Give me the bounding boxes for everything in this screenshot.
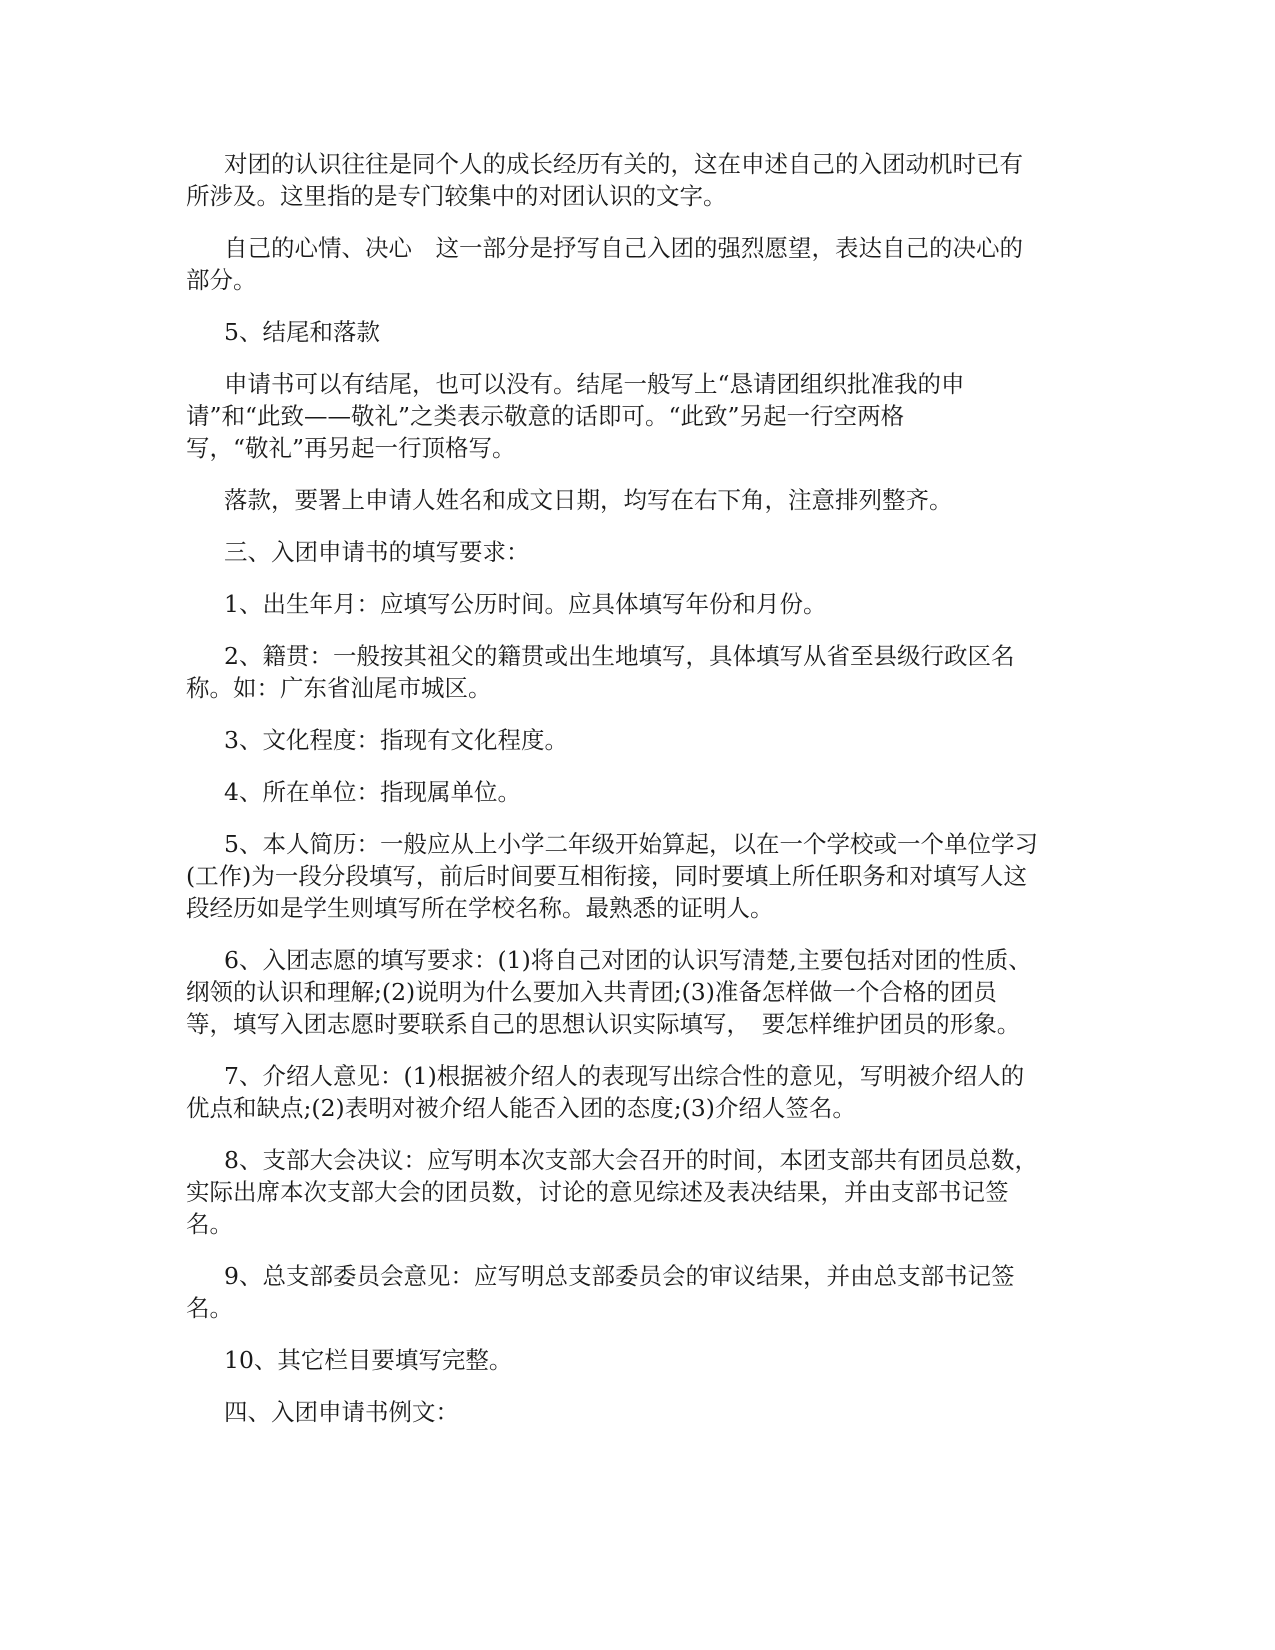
text-line: 10、其它栏目要填写完整。 [224, 1346, 513, 1374]
text-line: 申请书可以有结尾，也可以没有。结尾一般写上“恳请团组织批准我的申 [224, 370, 965, 398]
text-line: 5、结尾和落款 [224, 318, 380, 346]
text-line: 等，填写入团志愿时要联系自己的思想认识实际填写， 要怎样维护团员的形象。 [186, 1010, 1021, 1038]
text-line: 7、介绍人意见：(1)根据被介绍人的表现写出综合性的意见，写明被介绍人的 [224, 1062, 1025, 1090]
text-line: 三、入团申请书的填写要求： [224, 538, 530, 566]
list-item-other-fields [186, 1344, 1081, 1376]
text-line: 写，“敬礼”再另起一行顶格写。 [186, 434, 516, 462]
list-item-education [186, 724, 1081, 756]
text-line: 段经历如是学生则填写所在学校名称。最熟悉的证明人。 [186, 894, 774, 922]
text-line: 名。 [186, 1210, 233, 1238]
paragraph-determination [186, 232, 1081, 296]
section-heading-ending [186, 316, 1081, 348]
text-line: 所涉及。这里指的是专门较集中的对团认识的文字。 [186, 182, 727, 210]
text-line: 6、入团志愿的填写要求：(1)将自己对团的认识写清楚,主要包括对团的性质、 [224, 946, 1032, 974]
text-line: 名。 [186, 1294, 233, 1322]
text-line: 对团的认识往往是同个人的成长经历有关的，这在申述自己的入团动机时已有 [224, 150, 1023, 178]
list-item-native-place [186, 640, 1081, 704]
text-line: 四、入团申请书例文： [224, 1398, 459, 1426]
document-page [186, 148, 1081, 1448]
text-line: 实际出席本次支部大会的团员数，讨论的意见综述及表决结果，并由支部书记签 [186, 1178, 1009, 1206]
list-item-branch-resolution [186, 1144, 1081, 1240]
text-line: 部分。 [186, 266, 257, 294]
paragraph-signature [186, 484, 1081, 516]
text-line: 9、总支部委员会意见：应写明总支部委员会的审议结果，并由总支部书记签 [224, 1262, 1015, 1290]
text-line: 8、支部大会决议：应写明本次支部大会召开的时间，本团支部共有团员总数， [224, 1146, 1038, 1174]
section-heading-requirements [186, 536, 1081, 568]
list-item-general-branch [186, 1260, 1081, 1324]
section-heading-example [186, 1396, 1081, 1428]
paragraph-understanding [186, 148, 1081, 212]
text-line: 2、籍贯：一般按其祖父的籍贯或出生地填写，具体填写从省至县级行政区名 [224, 642, 1015, 670]
text-line: 优点和缺点;(2)表明对被介绍人能否入团的态度;(3)介绍人签名。 [186, 1094, 856, 1122]
text-line: 称。如：广东省汕尾市城区。 [186, 674, 492, 702]
text-line: 1、出生年月：应填写公历时间。应具体填写年份和月份。 [224, 590, 827, 618]
text-line: 4、所在单位：指现属单位。 [224, 778, 521, 806]
text-line: 请”和“此致——敬礼”之类表示敬意的话即可。“此致”另起一行空两格 [186, 402, 905, 430]
list-item-unit [186, 776, 1081, 808]
text-line: 自己的心情、决心 这一部分是抒写自己入团的强烈愿望，表达自己的决心的 [224, 234, 1023, 262]
text-line: 5、本人简历：一般应从上小学二年级开始算起，以在一个学校或一个单位学习 [224, 830, 1038, 858]
list-item-birth-date [186, 588, 1081, 620]
list-item-aspiration [186, 944, 1081, 1040]
paragraph-ending [186, 368, 1081, 464]
text-line: 落款，要署上申请人姓名和成文日期，均写在右下角，注意排列整齐。 [224, 486, 953, 514]
list-item-introducer [186, 1060, 1081, 1124]
text-line: 3、文化程度：指现有文化程度。 [224, 726, 568, 754]
text-line: (工作)为一段分段填写，前后时间要互相衔接，同时要填上所任职务和对填写人这 [186, 862, 1027, 890]
text-line: 纲领的认识和理解;(2)说明为什么要加入共青团;(3)准备怎样做一个合格的团员 [186, 978, 997, 1006]
list-item-resume [186, 828, 1081, 924]
